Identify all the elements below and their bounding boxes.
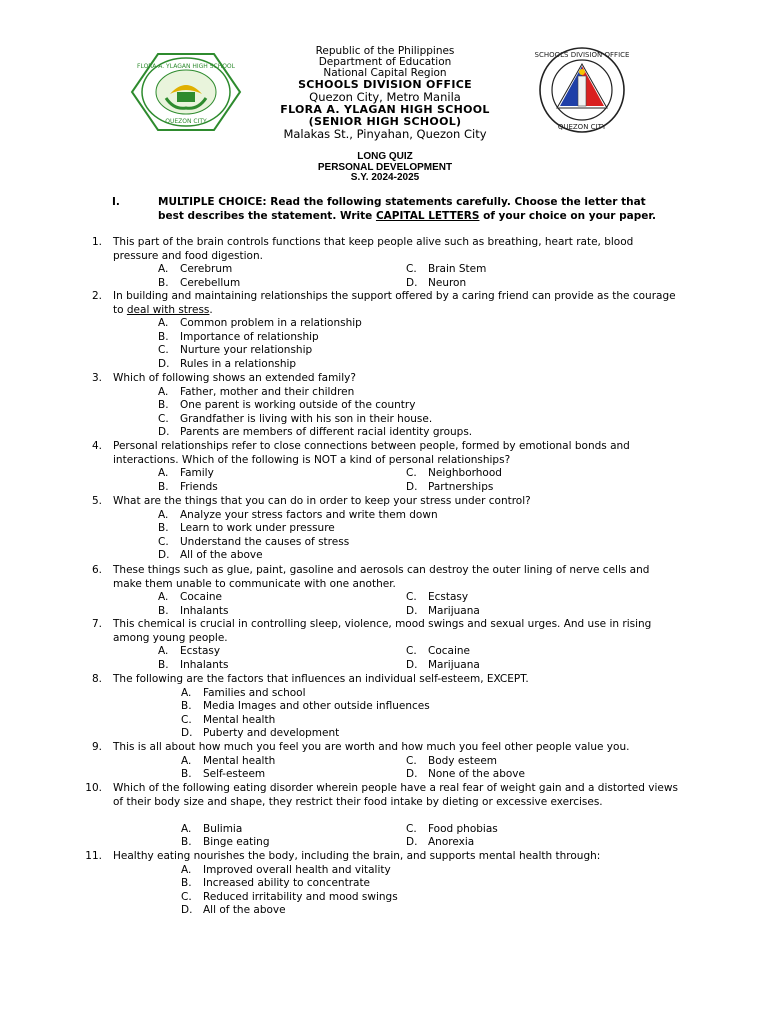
question-text: Healthy eating nourishes the body, including the brain, and supports mental health through: [113, 850, 601, 862]
option-text: Inhalants [180, 604, 229, 617]
option-letter: A. [158, 317, 169, 330]
question-text: These things such as glue, paint, gasoline and aerosols can destroy the outer lining of nerve cells and make them unable to communicate with one another. [113, 564, 650, 590]
option-letter: A. [181, 822, 192, 835]
option-letter: B. [158, 330, 169, 343]
option-letter: B. [181, 768, 192, 781]
option-text: Reduced irritability and mood swings [203, 890, 398, 903]
question-text: In building and maintaining relationships the support offered by a caring friend can provide as the courage to deal with stress. [113, 290, 676, 316]
option-text: Rules in a relationship [180, 358, 297, 370]
answer-option [158, 645, 220, 659]
answer-option [158, 331, 319, 345]
option-letter: B. [181, 700, 192, 713]
option-letter: B. [158, 604, 169, 617]
question-text: This part of the brain controls functions that keep people alive such as breathing, heart rate, blood pressure and food digestion. [113, 236, 634, 262]
option-text: Families and school [203, 686, 306, 699]
answer-option [181, 727, 339, 741]
option-text: Partnerships [428, 480, 494, 493]
option-letter: C. [158, 344, 169, 357]
answer-option [181, 891, 398, 905]
option-letter: A. [181, 686, 192, 699]
option-text: Mental health [203, 713, 276, 726]
option-letter: C. [158, 412, 169, 425]
answer-option [158, 591, 222, 605]
question-number: 5. [91, 495, 102, 507]
header-republic: Republic of the Philippines [315, 45, 455, 57]
question-number: 2. [91, 290, 102, 302]
answer-option [406, 836, 474, 850]
answer-option [158, 481, 218, 495]
option-letter: C. [406, 591, 417, 604]
option-text: Media Images and other outside influences [203, 700, 430, 713]
option-letter: A. [158, 645, 169, 658]
option-letter: C. [181, 713, 192, 726]
school-header [250, 46, 520, 141]
option-text: Learn to work under pressure [180, 522, 335, 535]
option-text: Common problem in a relationship [180, 317, 362, 330]
option-letter: C. [406, 754, 417, 767]
option-text: Neuron [428, 276, 467, 289]
option-letter: D. [406, 658, 418, 671]
option-text: Food phobias [428, 822, 498, 835]
option-text: Parents are members of different racial identity groups. [180, 426, 473, 439]
option-text: Cocaine [180, 591, 222, 604]
division-office-seal-logo [527, 46, 637, 134]
option-text: Cerebellum [180, 276, 241, 289]
answer-option [181, 714, 275, 728]
answer-option [406, 823, 498, 837]
option-letter: A. [181, 754, 192, 767]
header-school-name: FLORA A. YLAGAN HIGH SCHOOL [280, 103, 490, 116]
option-text: Cerebrum [180, 263, 233, 276]
option-text: Puberty and development [203, 727, 340, 740]
header-department: Department of Education [318, 56, 452, 68]
answer-option [406, 467, 502, 481]
answer-option [158, 317, 362, 331]
option-letter: B. [158, 522, 169, 535]
answer-option [158, 277, 240, 291]
option-text: Mental health [203, 754, 276, 767]
option-letter: A. [158, 385, 169, 398]
quiz-school-year: S.Y. 2024-2025 [350, 172, 420, 183]
option-letter: D. [158, 358, 170, 370]
answer-option [406, 659, 480, 673]
quiz-subject: PERSONAL DEVELOPMENT [317, 161, 453, 173]
question-text: Which of following shows an extended family? [113, 372, 356, 384]
answer-option [158, 263, 232, 277]
option-text: Increased ability to concentrate [203, 877, 371, 890]
answer-option [406, 591, 468, 605]
option-text: Ecstasy [180, 645, 221, 658]
quiz-title-block [250, 152, 520, 184]
seal-ring-text-bottom: QUEZON CITY [165, 118, 207, 125]
quiz-title: LONG QUIZ [357, 151, 413, 162]
answer-option [158, 549, 263, 563]
option-letter: C. [158, 535, 169, 548]
option-text: None of the above [428, 768, 525, 781]
option-letter: A. [158, 508, 169, 521]
answer-option [181, 823, 242, 837]
header-address: Malakas St., Pinyahan, Quezon City [283, 127, 487, 141]
option-text: Grandfather is living with his son in their house. [180, 412, 433, 425]
option-text: All of the above [180, 549, 263, 562]
option-letter: D. [406, 276, 418, 289]
question-number: 6. [91, 564, 102, 576]
option-text: Marijuana [428, 604, 480, 617]
question-text: This chemical is crucial in controlling sleep, violence, mood swings and sexual urges. And use in rising among young people. [113, 618, 652, 644]
option-text: Friends [180, 480, 218, 493]
option-text: Self-esteem [203, 768, 266, 781]
option-letter: D. [406, 768, 418, 781]
option-letter: C. [406, 263, 417, 276]
answer-option [181, 864, 391, 878]
option-text: One parent is working outside of the country [180, 399, 416, 412]
question-number: 4. [91, 440, 102, 452]
option-letter: D. [158, 549, 170, 562]
question-text: Which of the following eating disorder wherein people have a real fear of weight gain and a distorted views of their body size and shape, they restrict their food intake by dieting or excessive exercises. [113, 782, 678, 808]
option-text: Importance of relationship [180, 330, 319, 343]
answer-option [158, 386, 354, 400]
option-letter: A. [158, 591, 169, 604]
section-number: I. [112, 196, 120, 208]
option-text: Inhalants [180, 658, 229, 671]
answer-option [406, 481, 493, 495]
seal-ring-text-top: SCHOOLS DIVISION OFFICE [534, 51, 630, 59]
answer-option [406, 605, 480, 619]
answer-option [158, 344, 312, 358]
answer-option [406, 645, 470, 659]
option-text: Binge eating [203, 836, 270, 849]
question-number: 11. [85, 850, 102, 862]
header-school-level: (SENIOR HIGH SCHOOL) [308, 115, 462, 128]
answer-option [406, 277, 466, 291]
option-text: Body esteem [428, 754, 498, 767]
answer-option [406, 768, 525, 782]
option-letter: B. [158, 480, 169, 493]
header-region: National Capital Region [323, 67, 447, 79]
option-text: Analyze your stress factors and write them down [180, 508, 438, 521]
option-text: All of the above [203, 904, 286, 917]
option-text: Cocaine [428, 645, 470, 658]
answer-option [158, 399, 415, 413]
answer-option [158, 467, 214, 481]
option-text: Brain Stem [428, 263, 487, 276]
header-office: SCHOOLS DIVISION OFFICE [298, 78, 472, 91]
option-letter: A. [158, 263, 169, 276]
option-text: Understand the causes of stress [180, 535, 350, 548]
option-letter: C. [406, 645, 417, 658]
instructions-text: MULTIPLE CHOICE: Read the following statements carefully. Choose the letter that best describes the statement. Write CAPITAL LETTERS of your choice on your paper. [158, 196, 657, 222]
answer-option [181, 755, 275, 769]
question-number: 9. [91, 741, 102, 753]
seal-ring-text-top: FLORA A. YLAGAN HIGH SCHOOL [137, 63, 235, 70]
answer-option [158, 536, 349, 550]
answer-option [158, 413, 432, 427]
option-letter: D. [158, 426, 170, 439]
answer-option [181, 768, 265, 782]
answer-option [158, 509, 438, 523]
answer-option [181, 877, 370, 891]
answer-option [406, 263, 486, 277]
answer-option [158, 659, 228, 673]
option-letter: C. [406, 822, 417, 835]
option-text: Neighborhood [428, 467, 502, 480]
option-letter: A. [181, 863, 192, 876]
question-text: The following are the factors that influences an individual self-esteem, EXCEPT. [113, 673, 529, 685]
answer-option [181, 904, 286, 918]
option-text: Ecstasy [428, 591, 469, 604]
answer-option [406, 755, 497, 769]
option-text: Bulimia [203, 822, 243, 835]
option-letter: C. [181, 890, 192, 903]
question-number: 3. [91, 372, 102, 384]
option-letter: B. [181, 836, 192, 849]
option-letter: D. [181, 904, 193, 917]
question-number: 10. [85, 782, 102, 794]
option-letter: D. [181, 727, 193, 740]
option-letter: D. [406, 836, 418, 849]
header-city: Quezon City, Metro Manila [309, 90, 461, 104]
question-text: Personal relationships refer to close connections between people, formed by emotional bonds and interactions. Which of the following is NOT a kind of personal relationships? [113, 440, 630, 466]
option-text: Father, mother and their children [180, 385, 355, 398]
option-letter: D. [406, 604, 418, 617]
option-text: Improved overall health and vitality [203, 863, 391, 876]
question-number: 7. [91, 618, 102, 630]
option-letter: B. [158, 658, 169, 671]
seal-ring-text-bottom: QUEZON CITY [557, 123, 607, 131]
option-text: Family [180, 467, 214, 480]
question-number: 1. [91, 236, 102, 248]
answer-option [158, 426, 472, 440]
answer-option [158, 358, 296, 372]
option-letter: B. [158, 276, 169, 289]
answer-option [158, 522, 335, 536]
option-text: Anorexia [428, 836, 475, 849]
question-number: 8. [91, 673, 102, 685]
answer-option [181, 836, 270, 850]
option-text: Nurture your relationship [180, 344, 313, 357]
school-seal-logo [130, 52, 242, 132]
option-text: Marijuana [428, 658, 480, 671]
option-letter: B. [158, 399, 169, 412]
option-letter: A. [158, 467, 169, 480]
answer-option [158, 605, 228, 619]
option-letter: C. [406, 467, 417, 480]
question-text: This is all about how much you feel you are worth and how much you feel other people value you. [113, 741, 630, 753]
question-text: What are the things that you can do in order to keep your stress under control? [113, 495, 531, 507]
answer-option [181, 687, 306, 701]
answer-option [181, 700, 430, 714]
option-letter: B. [181, 877, 192, 890]
option-letter: D. [406, 480, 418, 493]
